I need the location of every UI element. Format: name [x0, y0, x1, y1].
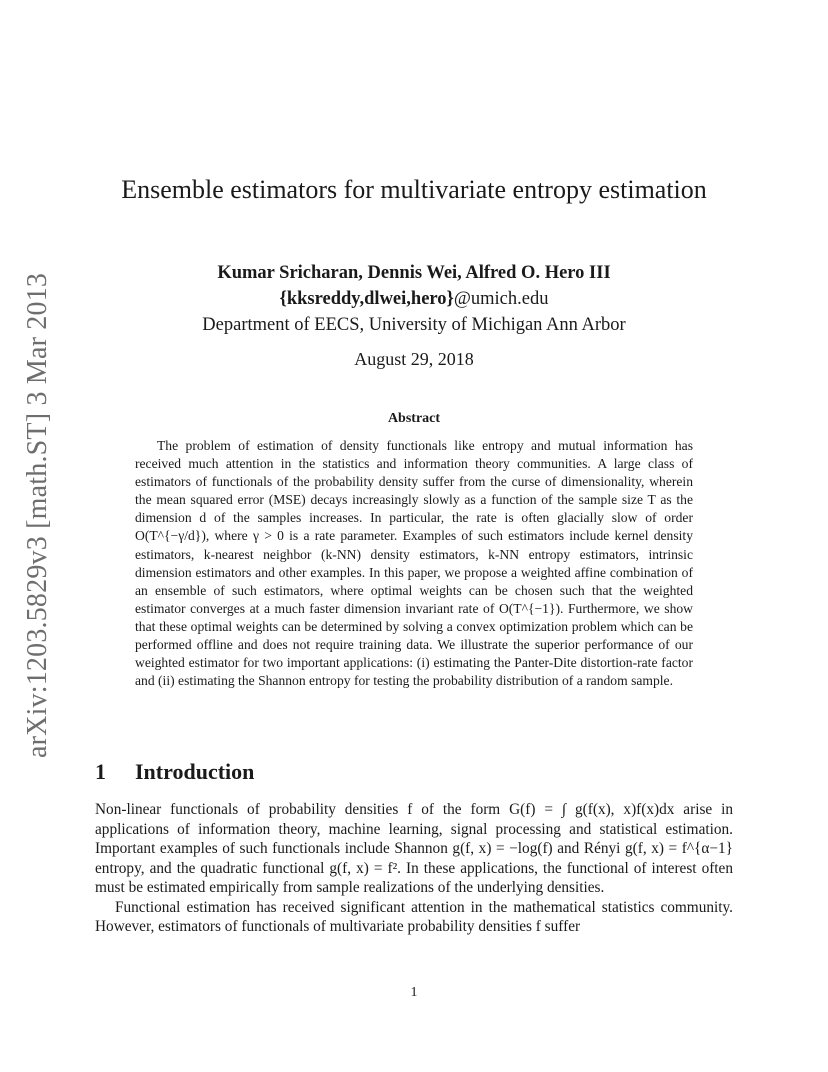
introduction-text	[95, 800, 733, 937]
intro-paragraph-2: Functional estimation has received significant attention in the mathematical statistics community. However, estimators of functionals of multivariate probability densities f suffer	[95, 898, 733, 935]
paper-title: Ensemble estimators for multivariate entropy estimation	[121, 175, 707, 204]
section-number: 1	[95, 759, 106, 784]
abstract-body: The problem of estimation of density functionals like entropy and mutual information has received much attention in the statistics and information theory communities. A large class of estimators of functionals of the probability density suffer from the curse of dimensionality, wherein the mean squared error (MSE) decays increasingly slowly as a function of the sample size T as the dimension d of the samples increases. In particular, the rate is often glacially slow of order O(T^{−γ/d}), where γ > 0 is a rate parameter. Examples of such estimators include kernel density estimators, k-nearest neighbor (k-NN) density estimators, k-NN entropy estimators, intrinsic dimension estimators and other examples. In this paper, we propose a weighted affine combination of an ensemble of such estimators, where optimal weights can be chosen such that the weighted estimator converges at a much faster dimension invariant rate of O(T^{−1}). Furthermore, we show that these optimal weights can be determined by solving a convex optimization problem which can be performed offline and does not require training data. We illustrate the superior performance of our weighted estimator for two important applications: (i) estimating the Panter-Dite distortion-rate factor and (ii) estimating the Shannon entropy for testing the probability distribution of a random sample.	[135, 438, 693, 689]
email-domain: @umich.edu	[453, 289, 549, 309]
paper-date: August 29, 2018	[354, 349, 474, 369]
author-names: Kumar Sricharan, Dennis Wei, Alfred O. Hero III	[217, 263, 611, 283]
affiliation: Department of EECS, University of Michigan Ann Arbor	[202, 315, 626, 335]
page-number: 1	[410, 985, 418, 1000]
section-heading	[95, 757, 254, 787]
abstract-heading: Abstract	[387, 411, 441, 426]
author-email	[114, 286, 714, 312]
arxiv-identifier: arXiv:1203.5829v3 [math.ST] 3 Mar 2013	[22, 272, 53, 758]
author-block	[114, 260, 714, 338]
section-title: Introduction	[135, 759, 255, 784]
email-user: {kksreddy,dlwei,hero}	[279, 289, 454, 309]
intro-paragraph-1: Non-linear functionals of probability densities f of the form G(f) = ∫ g(f(x), x)f(x)dx arise in applications of information theory, machine learning, signal processing and statistical estimation. Important examples of such functionals include Shannon g(f, x) = −log(f) and Rényi g(f, x) = f^{α−1} entropy, and the quadratic functional g(f, x) = f². In these applications, the functional of interest often must be estimated empirically from sample realizations of the underlying densities.	[95, 801, 733, 896]
